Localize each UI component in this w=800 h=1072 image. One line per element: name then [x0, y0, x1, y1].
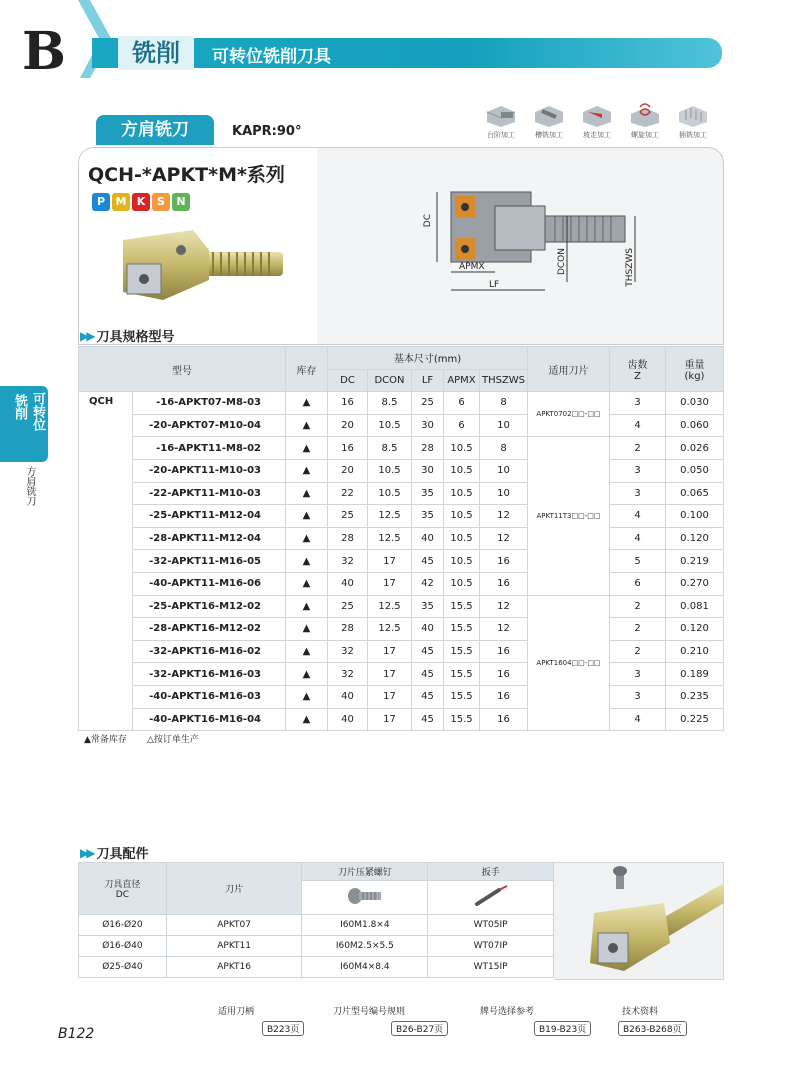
thszws-cell: 8 — [480, 437, 528, 460]
lf-cell: 45 — [412, 663, 444, 686]
plunge-icon — [676, 102, 710, 128]
teeth-cell: 4 — [610, 708, 666, 731]
thszws-cell: 12 — [480, 527, 528, 550]
lf-cell: 28 — [412, 437, 444, 460]
model-cell: -28-APKT11-M12-04 — [133, 527, 286, 550]
thszws-cell: 12 — [480, 595, 528, 618]
accessories-photo — [554, 862, 724, 980]
weight-cell: 0.060 — [666, 414, 724, 437]
table-row — [79, 663, 724, 686]
kapr-label: KAPR:90° — [232, 124, 302, 139]
product-tab: 方肩铣刀 — [96, 115, 214, 145]
stock-cell: ▲ — [286, 595, 328, 618]
accessories-table — [78, 862, 554, 978]
thszws-cell: 12 — [480, 505, 528, 528]
dc-cell: 28 — [328, 527, 368, 550]
screw-icon — [345, 884, 385, 908]
section-letter: B — [22, 21, 66, 82]
col-weight: 重量 (kg) — [666, 347, 724, 392]
dcon-cell: 10.5 — [368, 482, 412, 505]
double-arrow-icon: ▶▶ — [80, 845, 93, 860]
model-cell: -20-APKT07-M10-04 — [133, 414, 286, 437]
dcon-cell: 12.5 — [368, 595, 412, 618]
model-cell: -25-APKT16-M12-02 — [133, 595, 286, 618]
teeth-cell: 3 — [610, 392, 666, 415]
model-cell: -32-APKT16-M16-03 — [133, 663, 286, 686]
apmx-cell: 6 — [444, 392, 480, 415]
dc-cell: 20 — [328, 414, 368, 437]
col-thszws: THSZWS — [480, 369, 528, 392]
model-cell: -16-APKT11-M8-02 — [133, 437, 286, 460]
material-badges — [92, 193, 190, 211]
teeth-cell: 3 — [610, 459, 666, 482]
table-row — [79, 957, 554, 978]
col-stock: 库存 — [286, 347, 328, 392]
machining-ramp: 坡走加工 — [574, 102, 620, 140]
acc-dia-cell: Ø25-Ø40 — [79, 957, 167, 978]
dc-cell: 40 — [328, 572, 368, 595]
weight-cell: 0.120 — [666, 527, 724, 550]
side-tab-main1: 铣削 — [12, 394, 27, 420]
apmx-cell: 15.5 — [444, 663, 480, 686]
header-category: 铣削 — [118, 36, 194, 70]
apmx-cell: 10.5 — [444, 505, 480, 528]
lf-cell: 45 — [412, 708, 444, 731]
apmx-cell: 10.5 — [444, 527, 480, 550]
lf-cell: 25 — [412, 392, 444, 415]
tool-assembly-image — [554, 863, 724, 981]
model-cell: -32-APKT16-M16-02 — [133, 640, 286, 663]
diagram-dcon-label: DCON — [557, 248, 567, 276]
acc-col-insert: 刀片 — [166, 863, 302, 915]
lf-cell: 35 — [412, 505, 444, 528]
stock-cell: ▲ — [286, 482, 328, 505]
col-teeth: 齿数 Z — [610, 347, 666, 392]
dc-cell: 40 — [328, 685, 368, 708]
diagram-dc-label: DC — [423, 214, 433, 228]
slot-icon — [532, 102, 566, 128]
weight-cell: 0.065 — [666, 482, 724, 505]
acc-screw-cell: I60M2.5×5.5 — [302, 936, 428, 957]
weight-cell: 0.030 — [666, 392, 724, 415]
dcon-cell: 8.5 — [368, 392, 412, 415]
weight-cell: 0.120 — [666, 618, 724, 641]
wrench-icon — [471, 884, 511, 908]
acc-col-wrench: 扳手 — [428, 863, 554, 881]
lf-cell: 45 — [412, 640, 444, 663]
acc-insert-cell: APKT11 — [166, 936, 302, 957]
acc-col-dia: 刀具直径 DC — [79, 863, 167, 915]
col-model: 型号 — [79, 347, 286, 392]
dc-cell: 25 — [328, 505, 368, 528]
weight-cell: 0.235 — [666, 685, 724, 708]
machining-helical: 螺旋加工 — [622, 102, 668, 140]
lf-cell: 30 — [412, 414, 444, 437]
dcon-cell: 17 — [368, 663, 412, 686]
teeth-cell: 3 — [610, 663, 666, 686]
teeth-cell: 3 — [610, 482, 666, 505]
stock-cell: ▲ — [286, 685, 328, 708]
weight-cell: 0.081 — [666, 595, 724, 618]
dcon-cell: 17 — [368, 685, 412, 708]
acc-wrench-cell: WT05IP — [428, 915, 554, 936]
col-insert: 适用刀片 — [528, 347, 610, 392]
shoulder-icon — [484, 102, 518, 128]
table-row — [79, 527, 724, 550]
lf-cell: 45 — [412, 550, 444, 573]
model-cell: -40-APKT11-M16-06 — [133, 572, 286, 595]
dcon-cell: 8.5 — [368, 437, 412, 460]
apmx-cell: 10.5 — [444, 459, 480, 482]
dc-cell: 16 — [328, 392, 368, 415]
thszws-cell: 16 — [480, 550, 528, 573]
machining-plunge: 插铣加工 — [670, 102, 716, 140]
ref-grade[interactable]: 牌号选择参考 B19-B23页 — [480, 1004, 591, 1036]
table-row — [79, 414, 724, 437]
apmx-cell: 10.5 — [444, 572, 480, 595]
table-row — [79, 618, 724, 641]
acc-insert-cell: APKT16 — [166, 957, 302, 978]
teeth-cell: 2 — [610, 595, 666, 618]
col-dc: DC — [328, 369, 368, 392]
teeth-cell: 6 — [610, 572, 666, 595]
weight-cell: 0.189 — [666, 663, 724, 686]
dc-cell: 25 — [328, 595, 368, 618]
stock-cell: ▲ — [286, 550, 328, 573]
dcon-cell: 12.5 — [368, 618, 412, 641]
model-cell: -22-APKT11-M10-03 — [133, 482, 286, 505]
thszws-cell: 10 — [480, 482, 528, 505]
thszws-cell: 16 — [480, 685, 528, 708]
thszws-cell: 10 — [480, 414, 528, 437]
apmx-cell: 15.5 — [444, 618, 480, 641]
lf-cell: 40 — [412, 527, 444, 550]
table-row — [79, 482, 724, 505]
material-k-badge: K — [132, 193, 150, 211]
stock-cell: ▲ — [286, 618, 328, 641]
model-cell: -32-APKT11-M16-05 — [133, 550, 286, 573]
apmx-cell: 10.5 — [444, 437, 480, 460]
acc-screw-cell: I60M1.8×4 — [302, 915, 428, 936]
weight-cell: 0.225 — [666, 708, 724, 731]
table-row — [79, 505, 724, 528]
weight-cell: 0.026 — [666, 437, 724, 460]
stock-cell: ▲ — [286, 414, 328, 437]
dcon-cell: 17 — [368, 640, 412, 663]
page-number: B122 — [58, 1026, 95, 1042]
ref-numbering[interactable]: 刀片型号编号规则 B26-B27页 — [333, 1004, 448, 1036]
teeth-cell: 3 — [610, 685, 666, 708]
apmx-cell: 15.5 — [444, 640, 480, 663]
col-lf: LF — [412, 369, 444, 392]
stock-cell: ▲ — [286, 459, 328, 482]
teeth-cell: 2 — [610, 437, 666, 460]
ref-tech-page[interactable]: B263-B268页 — [618, 1021, 687, 1036]
lf-cell: 35 — [412, 482, 444, 505]
col-apmx: APMX — [444, 369, 480, 392]
wrench-image-cell — [428, 881, 554, 915]
acc-wrench-cell: WT15IP — [428, 957, 554, 978]
acc-wrench-cell: WT07IP — [428, 936, 554, 957]
stock-cell: ▲ — [286, 708, 328, 731]
insert-cell: APKT1604□□-□□ — [528, 595, 610, 731]
table-row — [79, 595, 724, 618]
insert-cell: APKT11T3□□-□□ — [528, 437, 610, 595]
table-row — [79, 392, 724, 415]
accessories-title: ▶▶ 刀具配件 — [80, 845, 149, 862]
tool-diagram — [415, 172, 675, 302]
dc-cell: 20 — [328, 459, 368, 482]
acc-insert-cell: APKT07 — [166, 915, 302, 936]
lf-cell: 45 — [412, 685, 444, 708]
table-row — [79, 572, 724, 595]
stock-cell: ▲ — [286, 663, 328, 686]
acc-dia-cell: Ø16-Ø40 — [79, 936, 167, 957]
model-cell: -28-APKT16-M12-02 — [133, 618, 286, 641]
teeth-cell: 4 — [610, 414, 666, 437]
thszws-cell: 12 — [480, 618, 528, 641]
diagram-thszws-label: THSZWS — [625, 248, 635, 287]
model-prefix: QCH — [79, 392, 133, 731]
side-tab[interactable] — [0, 386, 48, 462]
series-title: QCH-*APKT*M*系列 — [88, 164, 285, 186]
machining-slot: 槽铣加工 — [526, 102, 572, 140]
ref-grade-page[interactable]: B19-B23页 — [534, 1021, 591, 1036]
material-m-badge: M — [112, 193, 130, 211]
weight-cell: 0.100 — [666, 505, 724, 528]
table-row — [79, 708, 724, 731]
ref-holder[interactable]: 适用刀柄 B223页 — [218, 1004, 304, 1036]
stock-cell: ▲ — [286, 640, 328, 663]
teeth-cell: 4 — [610, 527, 666, 550]
model-cell: -25-APKT11-M12-04 — [133, 505, 286, 528]
weight-cell: 0.219 — [666, 550, 724, 573]
diagram-apmx-label: APMX — [459, 262, 485, 272]
stock-cell: ▲ — [286, 437, 328, 460]
screw-image-cell — [302, 881, 428, 915]
model-cell: -40-APKT16-M16-04 — [133, 708, 286, 731]
lf-cell: 35 — [412, 595, 444, 618]
acc-dia-cell: Ø16-Ø20 — [79, 915, 167, 936]
apmx-cell: 15.5 — [444, 708, 480, 731]
header-subtitle: 可转位铣削刀具 — [212, 47, 331, 67]
double-arrow-icon: ▶▶ — [80, 328, 93, 343]
apmx-cell: 15.5 — [444, 685, 480, 708]
lf-cell: 40 — [412, 618, 444, 641]
model-cell: -20-APKT11-M10-03 — [133, 459, 286, 482]
weight-cell: 0.210 — [666, 640, 724, 663]
thszws-cell: 16 — [480, 663, 528, 686]
dc-cell: 32 — [328, 550, 368, 573]
lf-cell: 42 — [412, 572, 444, 595]
material-n-badge: N — [172, 193, 190, 211]
dc-cell: 32 — [328, 663, 368, 686]
model-cell: -40-APKT16-M16-03 — [133, 685, 286, 708]
tool-photo — [103, 220, 293, 310]
material-p-badge: P — [92, 193, 110, 211]
dc-cell: 40 — [328, 708, 368, 731]
spec-table — [78, 346, 724, 731]
stock-cell: ▲ — [286, 572, 328, 595]
dcon-cell: 17 — [368, 572, 412, 595]
table-row — [79, 437, 724, 460]
stock-cell: ▲ — [286, 527, 328, 550]
col-dcon: DCON — [368, 369, 412, 392]
stock-legend: ▲常备库存 △按订单生产 — [84, 735, 199, 745]
side-tab-main2: 可转位 — [30, 392, 45, 431]
stock-cell: ▲ — [286, 392, 328, 415]
stock-cell: ▲ — [286, 505, 328, 528]
apmx-cell: 10.5 — [444, 482, 480, 505]
dcon-cell: 10.5 — [368, 414, 412, 437]
machining-shoulder: 台阶加工 — [478, 102, 524, 140]
lf-cell: 30 — [412, 459, 444, 482]
ref-holder-page[interactable]: B223页 — [262, 1021, 304, 1036]
apmx-cell: 6 — [444, 414, 480, 437]
thszws-cell: 16 — [480, 708, 528, 731]
dcon-cell: 10.5 — [368, 459, 412, 482]
table-row — [79, 459, 724, 482]
model-cell: -16-APKT07-M8-03 — [133, 392, 286, 415]
spec-section-title: ▶▶ 刀具规格型号 — [80, 328, 175, 345]
teeth-cell: 2 — [610, 618, 666, 641]
weight-cell: 0.270 — [666, 572, 724, 595]
insert-cell: APKT0702□□-□□ — [528, 392, 610, 437]
teeth-cell: 4 — [610, 505, 666, 528]
table-row — [79, 550, 724, 573]
table-row — [79, 915, 554, 936]
apmx-cell: 15.5 — [444, 595, 480, 618]
material-s-badge: S — [152, 193, 170, 211]
acc-screw-cell: I60M4×8.4 — [302, 957, 428, 978]
dcon-cell: 12.5 — [368, 527, 412, 550]
dc-cell: 28 — [328, 618, 368, 641]
ref-numbering-page[interactable]: B26-B27页 — [391, 1021, 448, 1036]
teeth-cell: 5 — [610, 550, 666, 573]
thszws-cell: 16 — [480, 640, 528, 663]
dc-cell: 22 — [328, 482, 368, 505]
ref-tech[interactable]: 技术资料 B263-B268页 — [622, 1004, 687, 1036]
dc-cell: 32 — [328, 640, 368, 663]
weight-cell: 0.050 — [666, 459, 724, 482]
dc-cell: 16 — [328, 437, 368, 460]
thszws-cell: 16 — [480, 572, 528, 595]
table-row — [79, 936, 554, 957]
table-row — [79, 685, 724, 708]
table-row — [79, 640, 724, 663]
ramping-icon — [580, 102, 614, 128]
thszws-cell: 8 — [480, 392, 528, 415]
acc-col-screw: 刀片压紧螺钉 — [302, 863, 428, 881]
dcon-cell: 12.5 — [368, 505, 412, 528]
thszws-cell: 10 — [480, 459, 528, 482]
helical-icon — [628, 102, 662, 128]
dcon-cell: 17 — [368, 708, 412, 731]
apmx-cell: 10.5 — [444, 550, 480, 573]
col-basic-dims: 基本尺寸(mm) — [328, 347, 528, 370]
dcon-cell: 17 — [368, 550, 412, 573]
side-tab-sub: 方肩铣刀 — [24, 466, 35, 506]
teeth-cell: 2 — [610, 640, 666, 663]
diagram-lf-label: LF — [489, 280, 500, 290]
